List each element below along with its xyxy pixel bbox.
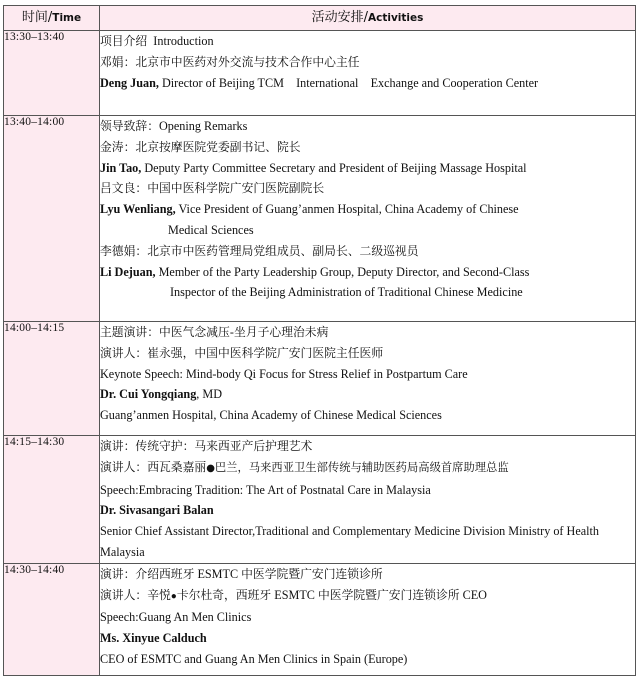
activity-line <box>100 116 635 137</box>
time-cell: 13:40–14:00 <box>4 116 100 322</box>
activity-line: Speech:Guang An Men Clinics <box>100 610 252 625</box>
activity-line <box>100 199 635 220</box>
person-name: Ms. Xinyue Calduch <box>100 631 207 646</box>
person-name: Li Dejuan, <box>100 264 156 279</box>
bullet-dot: ● <box>206 462 215 474</box>
activity-cell <box>100 563 636 675</box>
time-cell: 14:15–14:30 <box>4 436 100 564</box>
activity-line: Guang’anmen Hospital, China Academy of Chinese Medical Sciences <box>100 408 442 423</box>
header-time <box>4 6 100 31</box>
activity-line <box>100 585 635 608</box>
header-time-zh: 时间/ <box>21 10 53 25</box>
header-row <box>4 6 636 31</box>
activity-cell <box>100 322 636 436</box>
activity-line: Senior Chief Assistant Director,Traditional and Complementary Medicine Division Ministry of Health Malaysia <box>100 524 600 559</box>
person-name: Dr. Sivasangari Balan <box>100 503 214 518</box>
table-row <box>4 563 636 675</box>
time-cell: 13:30–13:40 <box>4 31 100 116</box>
zh-text: 卡尔杜奇，西班牙 <box>176 587 272 602</box>
header-time-en: Time <box>52 12 82 24</box>
activity-line <box>100 31 635 52</box>
zh-text: 演讲人：辛悦 <box>100 587 171 602</box>
activity-line: Medical Sciences <box>168 222 254 237</box>
activity-line <box>100 262 635 283</box>
zh-text: 项目介绍 <box>100 34 148 48</box>
table-row <box>4 322 636 436</box>
activity-cell <box>100 31 636 116</box>
activity-cell <box>100 116 636 322</box>
activity-line: Speech:Embracing Tradition: The Art of Postnatal Care in Malaysia <box>100 482 431 497</box>
en-text: Opening Remarks <box>159 119 248 133</box>
person-name: Deng Juan, <box>100 75 159 90</box>
time-cell: 14:30–14:40 <box>4 563 100 675</box>
activity-line <box>100 384 635 405</box>
activity-line <box>100 158 635 179</box>
schedule-table <box>3 5 636 676</box>
person-name: Dr. Cui Yongqiang <box>100 387 197 402</box>
en-text: ESMTC <box>194 566 242 581</box>
activity-line <box>100 500 635 521</box>
activity-cell <box>100 436 636 564</box>
activity-line <box>100 628 635 649</box>
zh-text: 演讲人：西瓦桑嘉丽 <box>100 459 207 474</box>
person-title: , MD <box>196 387 223 402</box>
header-act-zh: 活动安排/ <box>311 10 368 25</box>
activity-line: 演讲：传统守护：马来西亚产后护理艺术 <box>100 439 313 453</box>
activity-line: Inspector of the Beijing Administration of Traditional Chinese Medicine <box>170 285 523 300</box>
header-act-en: Activities <box>367 12 424 24</box>
en-text: Introduction <box>153 34 214 48</box>
activity-line: 李德娟：北京市中医药管理局党组成员、副局长、二级巡视员 <box>100 243 419 258</box>
person-title: Vice President of Guang’anmen Hospital, China Academy of Chinese <box>175 202 519 217</box>
en-text: CEO <box>459 587 487 602</box>
person-name: Lyu Wenliang, <box>100 202 176 217</box>
header-activities <box>100 6 636 31</box>
activity-line: 金涛：北京按摩医院党委副书记、院长 <box>100 139 301 154</box>
zh-text: 中医学院暨广安门连锁诊所 <box>317 587 460 602</box>
activity-line <box>100 73 635 94</box>
activity-line: CEO of ESMTC and Guang An Men Clinics in Spain (Europe) <box>100 651 408 666</box>
activity-line: Keynote Speech: Mind-body Qi Focus for Stress Relief in Postpartum Care <box>100 366 468 381</box>
bullet-dot: ● <box>170 590 177 602</box>
zh-text: 中医学院暨广安门连锁诊所 <box>241 566 383 581</box>
table-row <box>4 116 636 322</box>
activity-line: 演讲人：崔永强，中国中医科学院广安门医院主任医师 <box>100 345 384 360</box>
person-title: Director of Beijing TCM International Exchange and Cooperation Center <box>158 75 539 90</box>
zh-text: 巴兰，马来西亚卫生部传统与辅助医药局高级首席助理总监 <box>214 460 509 474</box>
time-cell: 14:00–14:15 <box>4 322 100 436</box>
activity-line <box>100 457 635 480</box>
activity-line: 主题演讲：中医气念减压-坐月子心理治未病 <box>100 325 329 339</box>
person-title: Deputy Party Committee Secretary and President of Beijing Massage Hospital <box>141 160 527 175</box>
zh-text: 领导致辞： <box>100 119 159 133</box>
table-row <box>4 436 636 564</box>
activity-line: 邓娟：北京市中医药对外交流与技术合作中心主任 <box>100 54 360 69</box>
zh-text: 演讲：介绍西班牙 <box>100 566 195 581</box>
activity-line: 吕文良：中国中医科学院广安门医院副院长 <box>100 181 325 196</box>
activity-line <box>100 564 635 585</box>
person-title: Member of the Party Leadership Group, Deputy Director, and Second-Class <box>155 264 530 279</box>
table-row <box>4 31 636 116</box>
person-name: Jin Tao, <box>100 160 142 175</box>
en-text: ESMTC <box>271 587 318 602</box>
